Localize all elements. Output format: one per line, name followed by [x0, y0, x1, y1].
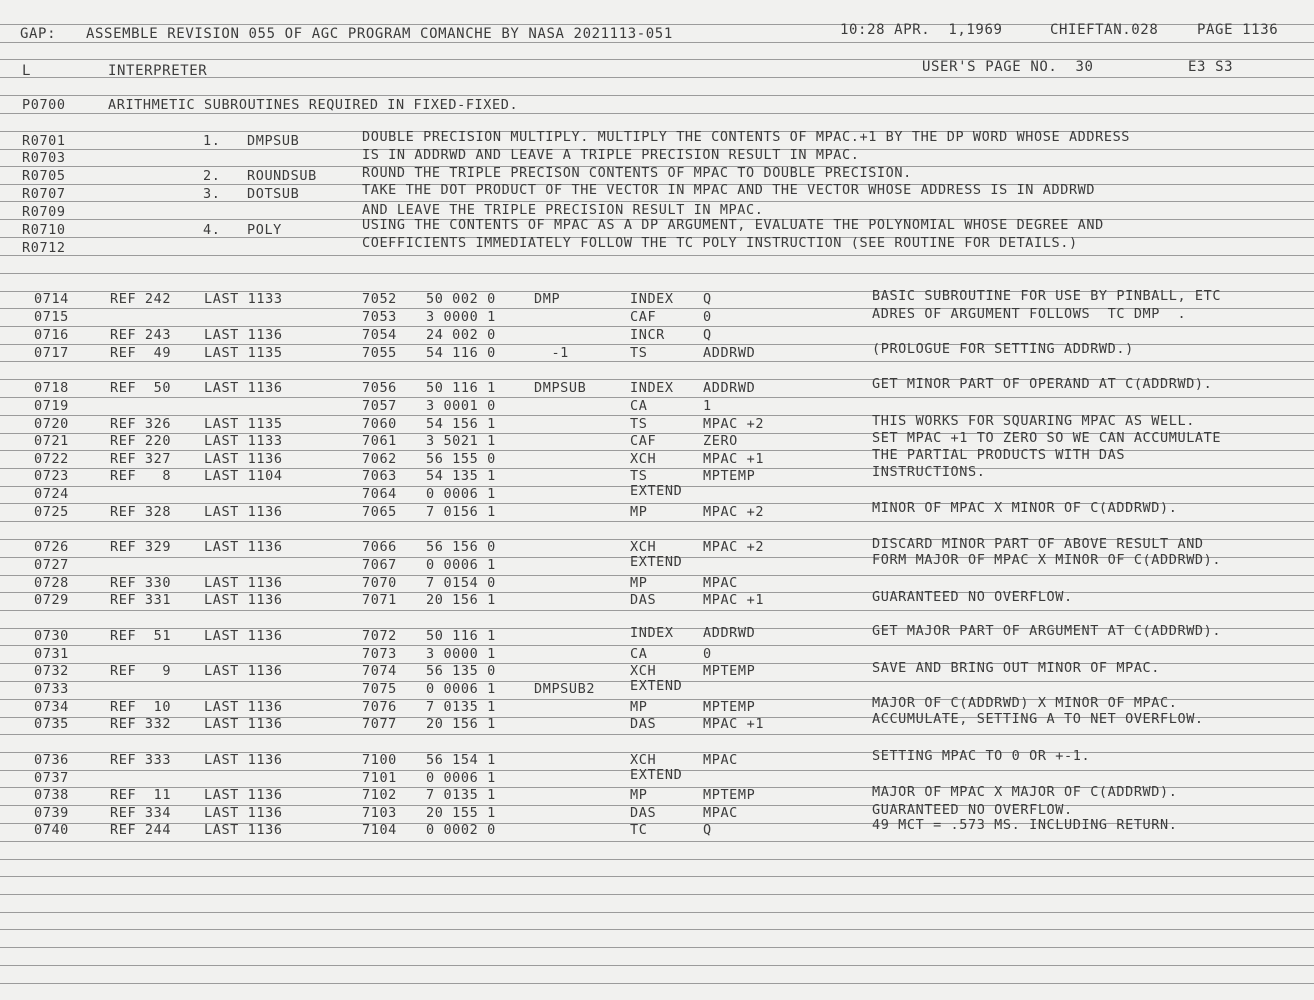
code-row	[0, 447, 1314, 469]
octal-code: 20 156 1	[426, 716, 496, 732]
code-row	[0, 376, 1314, 398]
ref-count: REF 10	[110, 699, 172, 715]
line-number: 0731	[34, 646, 69, 662]
opcode: TS	[630, 416, 648, 432]
ref-count: REF 51	[110, 628, 172, 644]
line-number: 0714	[34, 291, 69, 307]
line-number: 0734	[34, 699, 69, 715]
address: 7053	[362, 309, 397, 325]
comment: MINOR OF MPAC X MINOR OF C(ADDRWD).	[872, 500, 1178, 516]
address: 7071	[362, 592, 397, 608]
header-datetime: 10:28 APR. 1,1969	[840, 22, 1003, 38]
last-page: LAST 1135	[204, 345, 283, 361]
operand: MPAC +2	[703, 416, 765, 432]
remark-number: 3.	[203, 186, 221, 202]
line-number: 0719	[34, 398, 69, 414]
opcode: MP	[630, 787, 648, 803]
opcode: INDEX	[630, 380, 674, 396]
opcode: CA	[630, 398, 648, 414]
remark-text: TAKE THE DOT PRODUCT OF THE VECTOR IN MPAC AND THE VECTOR WHOSE ADDRESS IS IN ADDRWD	[362, 182, 1096, 198]
comment: THE PARTIAL PRODUCTS WITH DAS	[872, 447, 1126, 463]
line-number: 0738	[34, 787, 69, 803]
comment: (PROLOGUE FOR SETTING ADDRWD.)	[872, 341, 1134, 357]
opcode: TS	[630, 345, 648, 361]
octal-code: 3 5021 1	[426, 433, 496, 449]
operand: MPAC +2	[703, 539, 765, 555]
line-number: 0732	[34, 663, 69, 679]
code-row	[0, 306, 1314, 327]
last-page: LAST 1136	[204, 592, 283, 608]
address: 7073	[362, 646, 397, 662]
octal-code: 3 0000 1	[426, 646, 496, 662]
last-page: LAST 1133	[204, 433, 283, 449]
remark-number: 2.	[203, 168, 221, 184]
octal-code: 7 0135 1	[426, 787, 496, 803]
line-number: 0737	[34, 770, 69, 786]
comment: ACCUMULATE, SETTING A TO NET OVERFLOW.	[872, 711, 1204, 727]
operand: 0	[703, 646, 712, 662]
opcode: XCH	[630, 539, 657, 555]
operand: ADDRWD	[703, 380, 756, 396]
comment: BASIC SUBROUTINE FOR USE BY PINBALL, ETC	[872, 288, 1222, 304]
comment: DISCARD MINOR PART OF ABOVE RESULT AND	[872, 536, 1204, 552]
e3s3-label: E3 S3	[1188, 59, 1234, 75]
remark-text: AND LEAVE THE TRIPLE PRECISION RESULT IN MPAC.	[362, 202, 764, 218]
opcode: CAF	[630, 309, 657, 325]
operand: MPAC +2	[703, 504, 765, 520]
label: DMP	[534, 291, 561, 307]
octal-code: 54 135 1	[426, 468, 496, 484]
last-page: LAST 1136	[204, 787, 283, 803]
octal-code: 3 0001 0	[426, 398, 496, 414]
address: 7065	[362, 504, 397, 520]
opcode: INDEX	[630, 625, 674, 641]
opcode: TC	[630, 822, 648, 838]
line-number: 0716	[34, 327, 69, 343]
address: 7056	[362, 380, 397, 396]
code-row	[0, 500, 1314, 522]
last-page: LAST 1136	[204, 805, 283, 821]
label: -1	[534, 345, 569, 361]
comment: ADRES OF ARGUMENT FOLLOWS TC DMP .	[872, 306, 1187, 322]
ref-count: REF 220	[110, 433, 172, 449]
operand: MPTEMP	[703, 663, 756, 679]
last-page: LAST 1136	[204, 575, 283, 591]
opcode: MP	[630, 575, 648, 591]
comment: SAVE AND BRING OUT MINOR OF MPAC.	[872, 660, 1161, 676]
octal-code: 0 0006 1	[426, 486, 496, 502]
ref-count: REF 9	[110, 663, 172, 679]
comment: 49 MCT = .573 MS. INCLUDING RETURN.	[872, 817, 1178, 833]
last-page: LAST 1136	[204, 699, 283, 715]
address: 7066	[362, 539, 397, 555]
operand: Q	[703, 291, 712, 307]
opcode: CAF	[630, 433, 657, 449]
ref-count: REF 242	[110, 291, 172, 307]
remark-id: R0701	[22, 133, 66, 149]
comment: SET MPAC +1 TO ZERO SO WE CAN ACCUMULATE	[872, 430, 1222, 446]
line-number: 0727	[34, 557, 69, 573]
comment: MAJOR OF MPAC X MAJOR OF C(ADDRWD).	[872, 784, 1178, 800]
octal-code: 3 0000 1	[426, 309, 496, 325]
address: 7061	[362, 433, 397, 449]
opcode: XCH	[630, 451, 657, 467]
last-page: LAST 1136	[204, 628, 283, 644]
l-label: L	[22, 63, 32, 79]
line-number: 0722	[34, 451, 69, 467]
ref-count: REF 11	[110, 787, 172, 803]
ref-count: REF 8	[110, 468, 172, 484]
last-page: LAST 1136	[204, 663, 283, 679]
ref-count: REF 50	[110, 380, 172, 396]
last-page: LAST 1136	[204, 380, 283, 396]
octal-code: 7 0154 0	[426, 575, 496, 591]
comment: GUARANTEED NO OVERFLOW.	[872, 589, 1073, 605]
address: 7064	[362, 486, 397, 502]
octal-code: 0 0006 1	[426, 770, 496, 786]
code-row	[0, 817, 1314, 840]
comment: SETTING MPAC TO 0 OR +-1.	[872, 748, 1091, 764]
p-text: ARITHMETIC SUBROUTINES REQUIRED IN FIXED-FIXED.	[108, 97, 519, 113]
address: 7057	[362, 398, 397, 414]
section-title: INTERPRETER	[108, 63, 208, 79]
octal-code: 0 0006 1	[426, 557, 496, 573]
octal-code: 7 0135 1	[426, 699, 496, 715]
line-number: 0723	[34, 468, 69, 484]
opcode: CA	[630, 646, 648, 662]
ref-count: REF 329	[110, 539, 172, 555]
operand: 1	[703, 398, 712, 414]
remark-name: DMPSUB	[247, 133, 300, 149]
octal-code: 56 135 0	[426, 663, 496, 679]
address: 7103	[362, 805, 397, 821]
ref-count: REF 331	[110, 592, 172, 608]
octal-code: 50 116 1	[426, 380, 496, 396]
code-row	[0, 589, 1314, 610]
operand: MPTEMP	[703, 787, 756, 803]
operand: MPTEMP	[703, 699, 756, 715]
last-page: LAST 1136	[204, 822, 283, 838]
operand: 0	[703, 309, 712, 325]
line-number: 0728	[34, 575, 69, 591]
operand: ADDRWD	[703, 625, 756, 641]
octal-code: 0 0006 1	[426, 681, 496, 697]
code-row	[0, 711, 1314, 734]
octal-code: 56 155 0	[426, 451, 496, 467]
line-number: 0726	[34, 539, 69, 555]
remark-text: USING THE CONTENTS OF MPAC AS A DP ARGUMENT, EVALUATE THE POLYNOMIAL WHOSE DEGREE AND	[362, 217, 1104, 233]
comment: GET MINOR PART OF OPERAND AT C(ADDRWD).	[872, 376, 1213, 392]
ref-count: REF 332	[110, 716, 172, 732]
ref-count: REF 244	[110, 822, 172, 838]
octal-code: 50 116 1	[426, 628, 496, 644]
last-page: LAST 1133	[204, 291, 283, 307]
last-page: LAST 1136	[204, 504, 283, 520]
remark-name: ROUNDSUB	[247, 168, 317, 184]
remark-text: DOUBLE PRECISION MULTIPLY. MULTIPLY THE CONTENTS OF MPAC.+1 BY THE DP WORD WHOSE ADDRESS	[362, 129, 1131, 145]
opcode: XCH	[630, 663, 657, 679]
remark-id: R0703	[22, 150, 66, 166]
remark-id: R0705	[22, 168, 66, 184]
code-row	[0, 623, 1314, 646]
octal-code: 50 002 0	[426, 291, 496, 307]
ref-count: REF 333	[110, 752, 172, 768]
last-page: LAST 1136	[204, 539, 283, 555]
opcode: TS	[630, 468, 648, 484]
gap-label: GAP:	[20, 26, 57, 42]
remark-id: R0710	[22, 222, 66, 238]
operand: MPAC +1	[703, 451, 765, 467]
line-number: 0739	[34, 805, 69, 821]
address: 7060	[362, 416, 397, 432]
remark-name: DOTSUB	[247, 186, 300, 202]
code-row	[0, 784, 1314, 805]
octal-code: 24 002 0	[426, 327, 496, 343]
line-number: 0715	[34, 309, 69, 325]
opcode: EXTEND	[630, 678, 683, 694]
address: 7077	[362, 716, 397, 732]
address: 7104	[362, 822, 397, 838]
comment: MAJOR OF C(ADDRWD) X MINOR OF MPAC.	[872, 695, 1178, 711]
last-page: LAST 1136	[204, 716, 283, 732]
line-number: 0730	[34, 628, 69, 644]
opcode: MP	[630, 699, 648, 715]
label: DMPSUB	[534, 380, 587, 396]
remark-id: R0707	[22, 186, 66, 202]
address: 7067	[362, 557, 397, 573]
remark-text: COEFFICIENTS IMMEDIATELY FOLLOW THE TC POLY INSTRUCTION (SEE ROUTINE FOR DETAILS.)	[362, 235, 1078, 251]
address: 7074	[362, 663, 397, 679]
octal-code: 0 0002 0	[426, 822, 496, 838]
operand: MPAC	[703, 805, 738, 821]
last-page: LAST 1136	[204, 752, 283, 768]
address: 7072	[362, 628, 397, 644]
p-id: P0700	[22, 97, 66, 113]
remark-number: 1.	[203, 133, 221, 149]
operand: Q	[703, 822, 712, 838]
operand: ZERO	[703, 433, 738, 449]
operand: ADDRWD	[703, 345, 756, 361]
assemble-title: ASSEMBLE REVISION 055 OF AGC PROGRAM COMANCHE BY NASA 2021113-051	[86, 26, 673, 42]
last-page: LAST 1136	[204, 451, 283, 467]
ref-count: REF 330	[110, 575, 172, 591]
remark-id: R0709	[22, 204, 66, 220]
users-page-number: USER'S PAGE NO. 30	[922, 59, 1094, 75]
address: 7075	[362, 681, 397, 697]
label: DMPSUB2	[534, 681, 596, 697]
address: 7076	[362, 699, 397, 715]
ref-count: REF 328	[110, 504, 172, 520]
remark-number: 4.	[203, 222, 221, 238]
octal-code: 54 156 1	[426, 416, 496, 432]
operand: MPAC	[703, 752, 738, 768]
code-row	[0, 341, 1314, 363]
octal-code: 56 154 1	[426, 752, 496, 768]
remark-row	[0, 235, 1314, 258]
ref-count: REF 49	[110, 345, 172, 361]
line-number: 0736	[34, 752, 69, 768]
opcode: DAS	[630, 716, 657, 732]
operand: MPTEMP	[703, 468, 756, 484]
page-number: PAGE 1136	[1197, 22, 1279, 38]
line-number: 0717	[34, 345, 69, 361]
line-number: 0733	[34, 681, 69, 697]
line-number: 0729	[34, 592, 69, 608]
remark-id: R0712	[22, 240, 66, 256]
operand: Q	[703, 327, 712, 343]
octal-code: 20 155 1	[426, 805, 496, 821]
octal-code: 54 116 0	[426, 345, 496, 361]
last-page: LAST 1104	[204, 468, 283, 484]
opcode: MP	[630, 504, 648, 520]
octal-code: 7 0156 1	[426, 504, 496, 520]
line-number: 0724	[34, 486, 69, 502]
ref-count: REF 243	[110, 327, 172, 343]
opcode: DAS	[630, 592, 657, 608]
line-number: 0718	[34, 380, 69, 396]
address: 7101	[362, 770, 397, 786]
last-page: LAST 1136	[204, 327, 283, 343]
address: 7062	[362, 451, 397, 467]
ref-count: REF 327	[110, 451, 172, 467]
opcode: EXTEND	[630, 767, 683, 783]
opcode: INCR	[630, 327, 665, 343]
operand: MPAC +1	[703, 716, 765, 732]
comment: THIS WORKS FOR SQUARING MPAC AS WELL.	[872, 413, 1195, 429]
ref-count: REF 326	[110, 416, 172, 432]
octal-code: 56 156 0	[426, 539, 496, 555]
remark-name: POLY	[247, 222, 282, 238]
address: 7055	[362, 345, 397, 361]
comment: FORM MAJOR OF MPAC X MINOR OF C(ADDRWD).	[872, 552, 1222, 568]
last-page: LAST 1135	[204, 416, 283, 432]
operand: MPAC +1	[703, 592, 765, 608]
header-file: CHIEFTAN.028	[1050, 22, 1159, 38]
comment: GET MAJOR PART OF ARGUMENT AT C(ADDRWD).	[872, 623, 1222, 639]
line-number: 0725	[34, 504, 69, 520]
address: 7052	[362, 291, 397, 307]
line-number: 0720	[34, 416, 69, 432]
opcode: EXTEND	[630, 554, 683, 570]
address: 7063	[362, 468, 397, 484]
line-number: 0721	[34, 433, 69, 449]
operand: MPAC	[703, 575, 738, 591]
opcode: INDEX	[630, 291, 674, 307]
remark-text: IS IN ADDRWD AND LEAVE A TRIPLE PRECISION RESULT IN MPAC.	[362, 147, 860, 163]
opcode: DAS	[630, 805, 657, 821]
code-row	[0, 552, 1314, 575]
address: 7100	[362, 752, 397, 768]
address: 7070	[362, 575, 397, 591]
octal-code: 20 156 1	[426, 592, 496, 608]
code-row	[0, 575, 1314, 593]
address: 7054	[362, 327, 397, 343]
opcode: XCH	[630, 752, 657, 768]
address: 7102	[362, 787, 397, 803]
line-number: 0735	[34, 716, 69, 732]
ref-count: REF 334	[110, 805, 172, 821]
line-number: 0740	[34, 822, 69, 838]
remark-text: ROUND THE TRIPLE PRECISON CONTENTS OF MPAC TO DOUBLE PRECISION.	[362, 165, 912, 181]
comment: INSTRUCTIONS.	[872, 464, 986, 480]
comment: GUARANTEED NO OVERFLOW.	[872, 802, 1073, 818]
opcode: EXTEND	[630, 483, 683, 499]
